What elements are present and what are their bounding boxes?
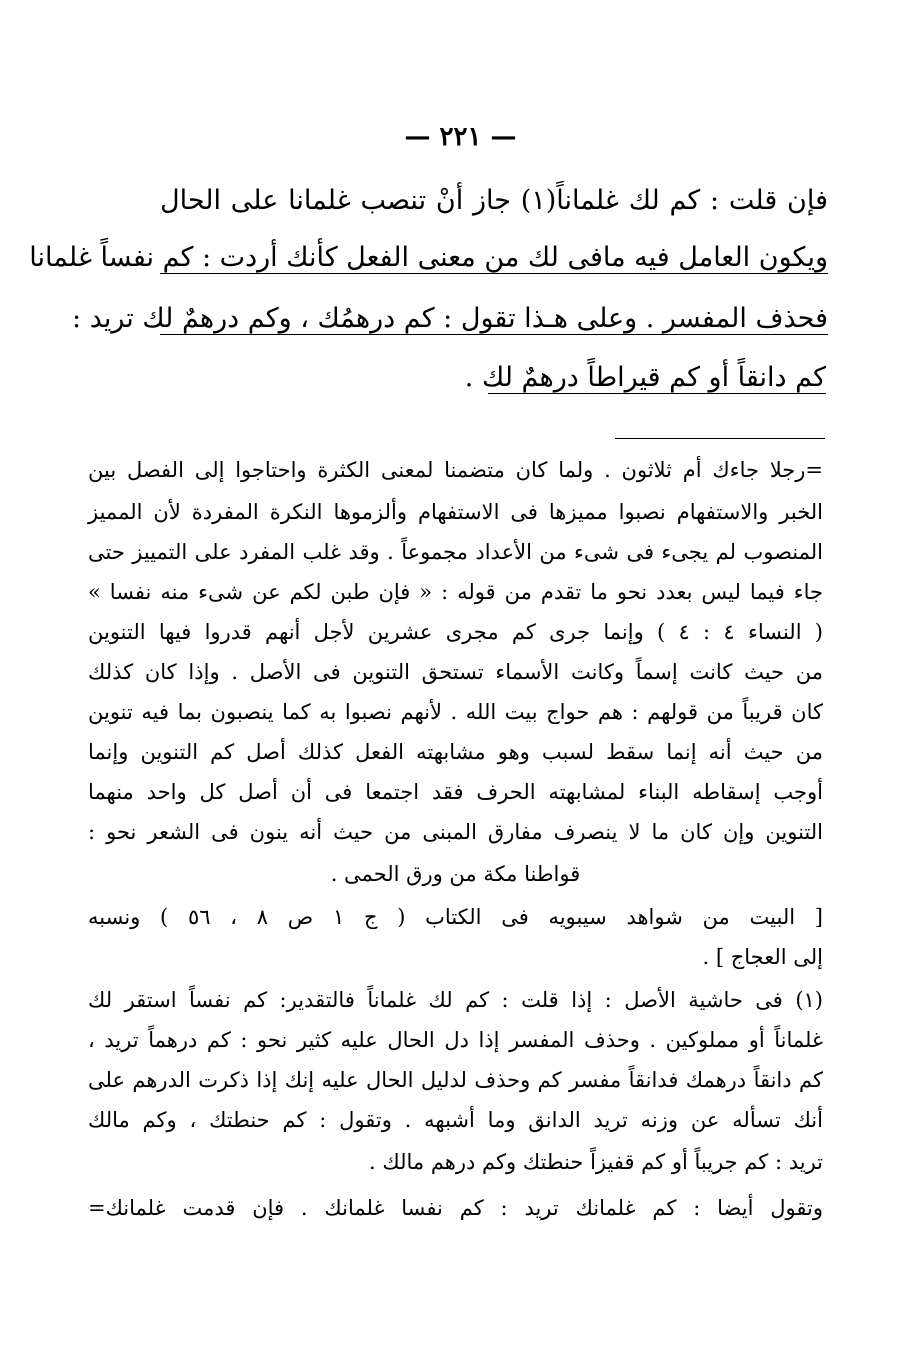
footnote-line: =رجلا جاءك أم ثلاثون . ولما كان متضمنا لمعنى الكثرة واحتاجوا إلى الفصل بين [88,458,823,482]
footnote-line: كم دانقاً درهمك فدانقاً مفسر كم وحذف لدليل الحال عليه إنك إذا ذكرت الدرهم على [88,1068,823,1092]
footnote-line: وتقول أيضا : كم غلمانك تريد : كم نفسا غلمانك . فإن قدمت غلمانك= [88,1196,823,1220]
main-text-line: فحذف المفسر . وعلى هـذا تقول : كم درهمُك ، وكم درهمٌ لك تريد : [72,303,828,334]
page-number: — ٢٢١ — [404,122,517,152]
poetry-verse: قواطنا مكة من ورق الحمى . [330,862,581,886]
footnote-line: (١) فى حاشية الأصل : إذا قلت : كم لك غلماناً فالتقدير: كم نفساً استقر لك [88,988,823,1012]
footnote-line: إلى العجاج ] . [702,945,823,969]
main-text-line: فإن قلت : كم لك غلماناً(١) جاز أنْ تنصب غلمانا على الحال [160,185,828,216]
footnote-line: تريد : كم جريباً أو كم قفيزاً حنطتك وكم درهم مالك . [369,1150,823,1174]
footnote-line: أنك تسأله عن وزنه تريد الدانق وما أشبهه . وتقول : كم حنطتك ، وكم مالك [88,1108,823,1132]
footnote-separator [615,438,825,439]
footnote-line: كان قريباً من قولهم : هم حواج بيت الله . لأنهم نصبوا به كما ينصبون بما فيه تنوين [88,700,823,724]
main-text-line: كم دانقاً أو كم قيراطاً درهمٌ لك . [464,362,826,393]
footnote-line: المنصوب لم يجىء فى شىء من الأعداد مجموعاً . وقد غلب المفرد على التمييز حتى [88,540,823,564]
footnote-line: التنوين وإن كان ما لا ينصرف مفارق المبنى من حيث أنه ينون فى الشعر نحو : [88,820,823,844]
footnote-line: أوجب إسقاطه البناء لمشابهته الحرف فقد اجتمعا فى أن أصل كل واحد منهما [88,780,823,804]
footnote-line: الخبر والاستفهام نصبوا مميزها فى الاستفهام وألزموها النكرة المفردة لأن المميز [88,500,823,524]
footnote-line: غلماناً أو مملوكين . وحذف المفسر إذا دل الحال عليه كثير نحو : كم درهماً تريد ، [88,1028,823,1052]
footnote-line: من حيث كانت إسماً وكانت الأسماء تستحق التنوين فى الأصل . وإذا كان كذلك [88,660,823,684]
footnote-line: جاء فيما ليس بعدد نحو ما تقدم من قوله : « فإن طبن لكم عن شىء منه نفسا » [88,580,823,604]
main-text-line: ويكون العامل فيه مافى لك من معنى الفعل كأنك أردت : كم نفساً غلمانا [29,242,828,273]
footnote-line: [ البيت من شواهد سيبويه فى الكتاب ( ج ١ ص ٨ ، ٥٦ ) ونسبه [88,905,823,929]
footnote-line: من حيث أنه إنما سقط لسبب وهو مشابهته الفعل كذلك أصل كم التنوين وإنما [88,740,823,764]
footnote-line: ( النساء ٤ : ٤ ) وإنما جرى كم مجرى عشرين لأجل أنهم قدروا فيها التنوين [88,620,823,644]
